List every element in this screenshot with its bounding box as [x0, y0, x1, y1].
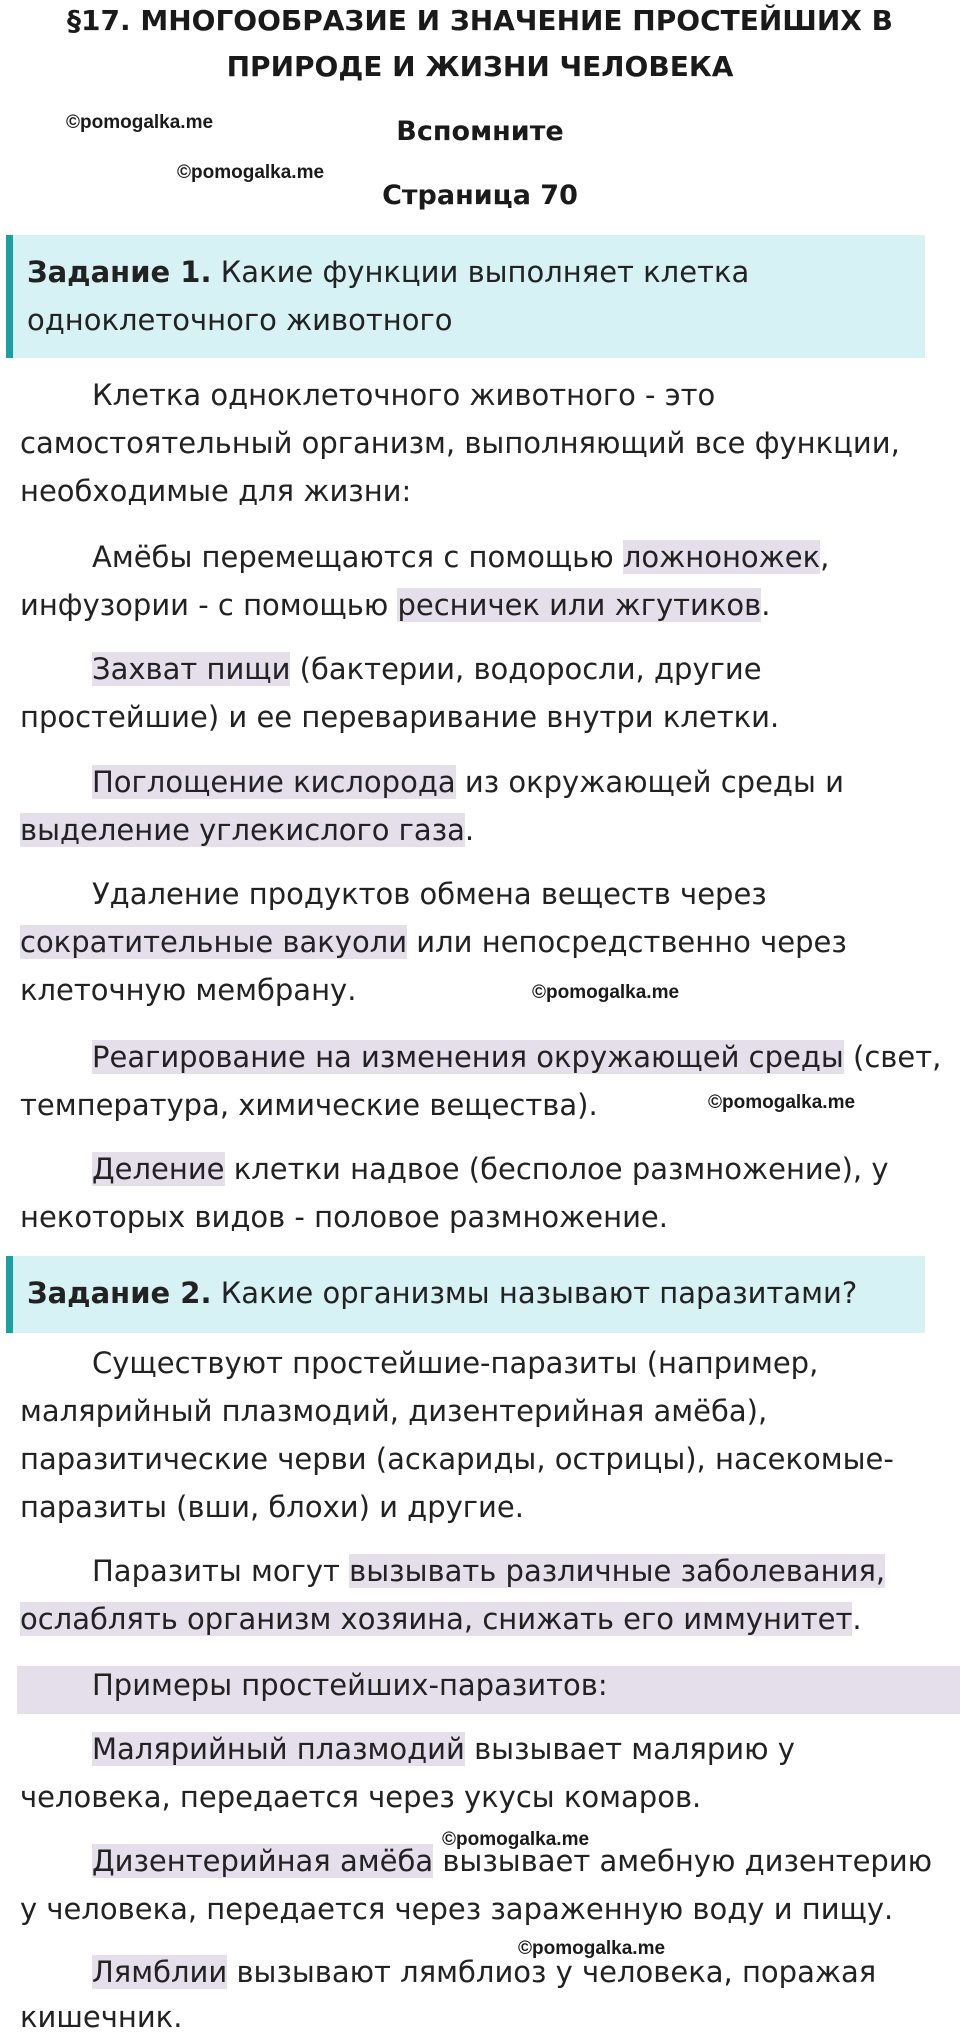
- text-line: Дизентерийная амёба вызывает амебную дизентерию: [92, 1844, 933, 1878]
- section-heading: Вспомните: [396, 116, 564, 147]
- highlight: Малярийный плазмодий: [92, 1732, 465, 1766]
- text-line: у человека, передается через зараженную воду и пищу.: [20, 1892, 894, 1926]
- highlight: Поглощение кислорода: [92, 765, 456, 799]
- highlight: Деление: [92, 1152, 225, 1186]
- text-line: паразиты (вши, блохи) и другие.: [20, 1490, 524, 1524]
- task-1-box: [6, 235, 925, 358]
- text-line: Захват пищи (бактерии, водоросли, другие: [92, 652, 762, 686]
- highlight: выделение углекислого газа: [20, 813, 465, 847]
- text-line: некоторых видов - половое размножение.: [20, 1200, 668, 1234]
- text-line: необходимые для жизни:: [20, 474, 412, 508]
- highlight: вызывать различные заболевания,: [349, 1554, 886, 1588]
- text-line: сократительные вакуоли или непосредственно через: [20, 925, 847, 959]
- task-1-question-line2: одноклеточного животного: [27, 303, 453, 337]
- text-line: Примеры простейших-паразитов:: [92, 1668, 608, 1702]
- text-line: Малярийный плазмодий вызывает малярию у: [92, 1732, 795, 1766]
- task-2-label: Задание 2.: [27, 1276, 212, 1310]
- text-line: паразитические черви (аскариды, острицы), насекомые-: [20, 1442, 894, 1476]
- highlight: Лямблии: [92, 1955, 228, 1989]
- task-2-box: [6, 1256, 925, 1333]
- highlight: Дизентерийная амёба: [92, 1844, 434, 1878]
- text-line: Реагирование на изменения окружающей среды (свет,: [92, 1040, 942, 1074]
- text-line: простейшие) и ее переваривание внутри клетки.: [20, 700, 780, 734]
- watermark: ©pomogalka.me: [518, 1938, 666, 1959]
- text-line: Паразиты могут вызывать различные заболевания,: [92, 1554, 886, 1588]
- watermark: ©pomogalka.me: [66, 112, 214, 133]
- text-line: Удаление продуктов обмена веществ через: [92, 877, 767, 911]
- text-line: малярийный плазмодий, дизентерийная амёба),: [20, 1394, 768, 1428]
- watermark: ©pomogalka.me: [442, 1829, 590, 1850]
- highlight: ложноножек: [622, 540, 821, 574]
- highlight: сократительные вакуоли: [20, 925, 408, 959]
- text-line: выделение углекислого газа.: [20, 813, 475, 847]
- text-line: инфузории - с помощью ресничек или жгутиков.: [20, 588, 771, 622]
- text-line: Клетка одноклеточного животного - это: [92, 378, 716, 412]
- watermark: ©pomogalka.me: [708, 1092, 856, 1113]
- watermark: ©pomogalka.me: [532, 982, 680, 1003]
- text-line: Амёбы перемещаются с помощью ложноножек,: [92, 540, 830, 574]
- highlight: Захват пищи: [92, 652, 291, 686]
- text-line: Лямблии вызывают лямблиоз у человека, поражая: [92, 1955, 877, 1989]
- highlight: ресничек или жгутиков: [397, 588, 762, 622]
- highlight: ослаблять организм хозяина, снижать его иммунитет: [20, 1602, 853, 1636]
- text-line: самостоятельный организм, выполняющий все функции,: [20, 426, 900, 460]
- text-line: Существуют простейшие-паразиты (например,: [92, 1346, 819, 1380]
- text-line: кишечник.: [20, 2000, 183, 2034]
- task-1-question-line1: Задание 1. Какие функции выполняет клетка: [27, 255, 750, 289]
- page-title-line1: §17. МНОГООБРАЗИЕ И ЗНАЧЕНИЕ ПРОСТЕЙШИХ В: [67, 4, 893, 37]
- highlight: Реагирование на изменения окружающей среды: [92, 1040, 844, 1074]
- task-2-question: Задание 2. Какие организмы называют паразитами?: [27, 1276, 858, 1310]
- task-1-label: Задание 1.: [27, 255, 212, 289]
- watermark: ©pomogalka.me: [177, 162, 325, 183]
- text-line: клеточную мембрану.: [20, 973, 357, 1007]
- text-line: Деление клетки надвое (бесполое размножение), у: [92, 1152, 889, 1186]
- page-title-line2: ПРИРОДЕ И ЖИЗНИ ЧЕЛОВЕКА: [226, 50, 734, 83]
- text-line: Поглощение кислорода из окружающей среды и: [92, 765, 844, 799]
- text-line: ослаблять организм хозяина, снижать его иммунитет.: [20, 1602, 862, 1636]
- text-line: человека, передается через укусы комаров.: [20, 1780, 702, 1814]
- page-number: Страница 70: [382, 180, 578, 211]
- text-line: температура, химические вещества).: [20, 1088, 598, 1122]
